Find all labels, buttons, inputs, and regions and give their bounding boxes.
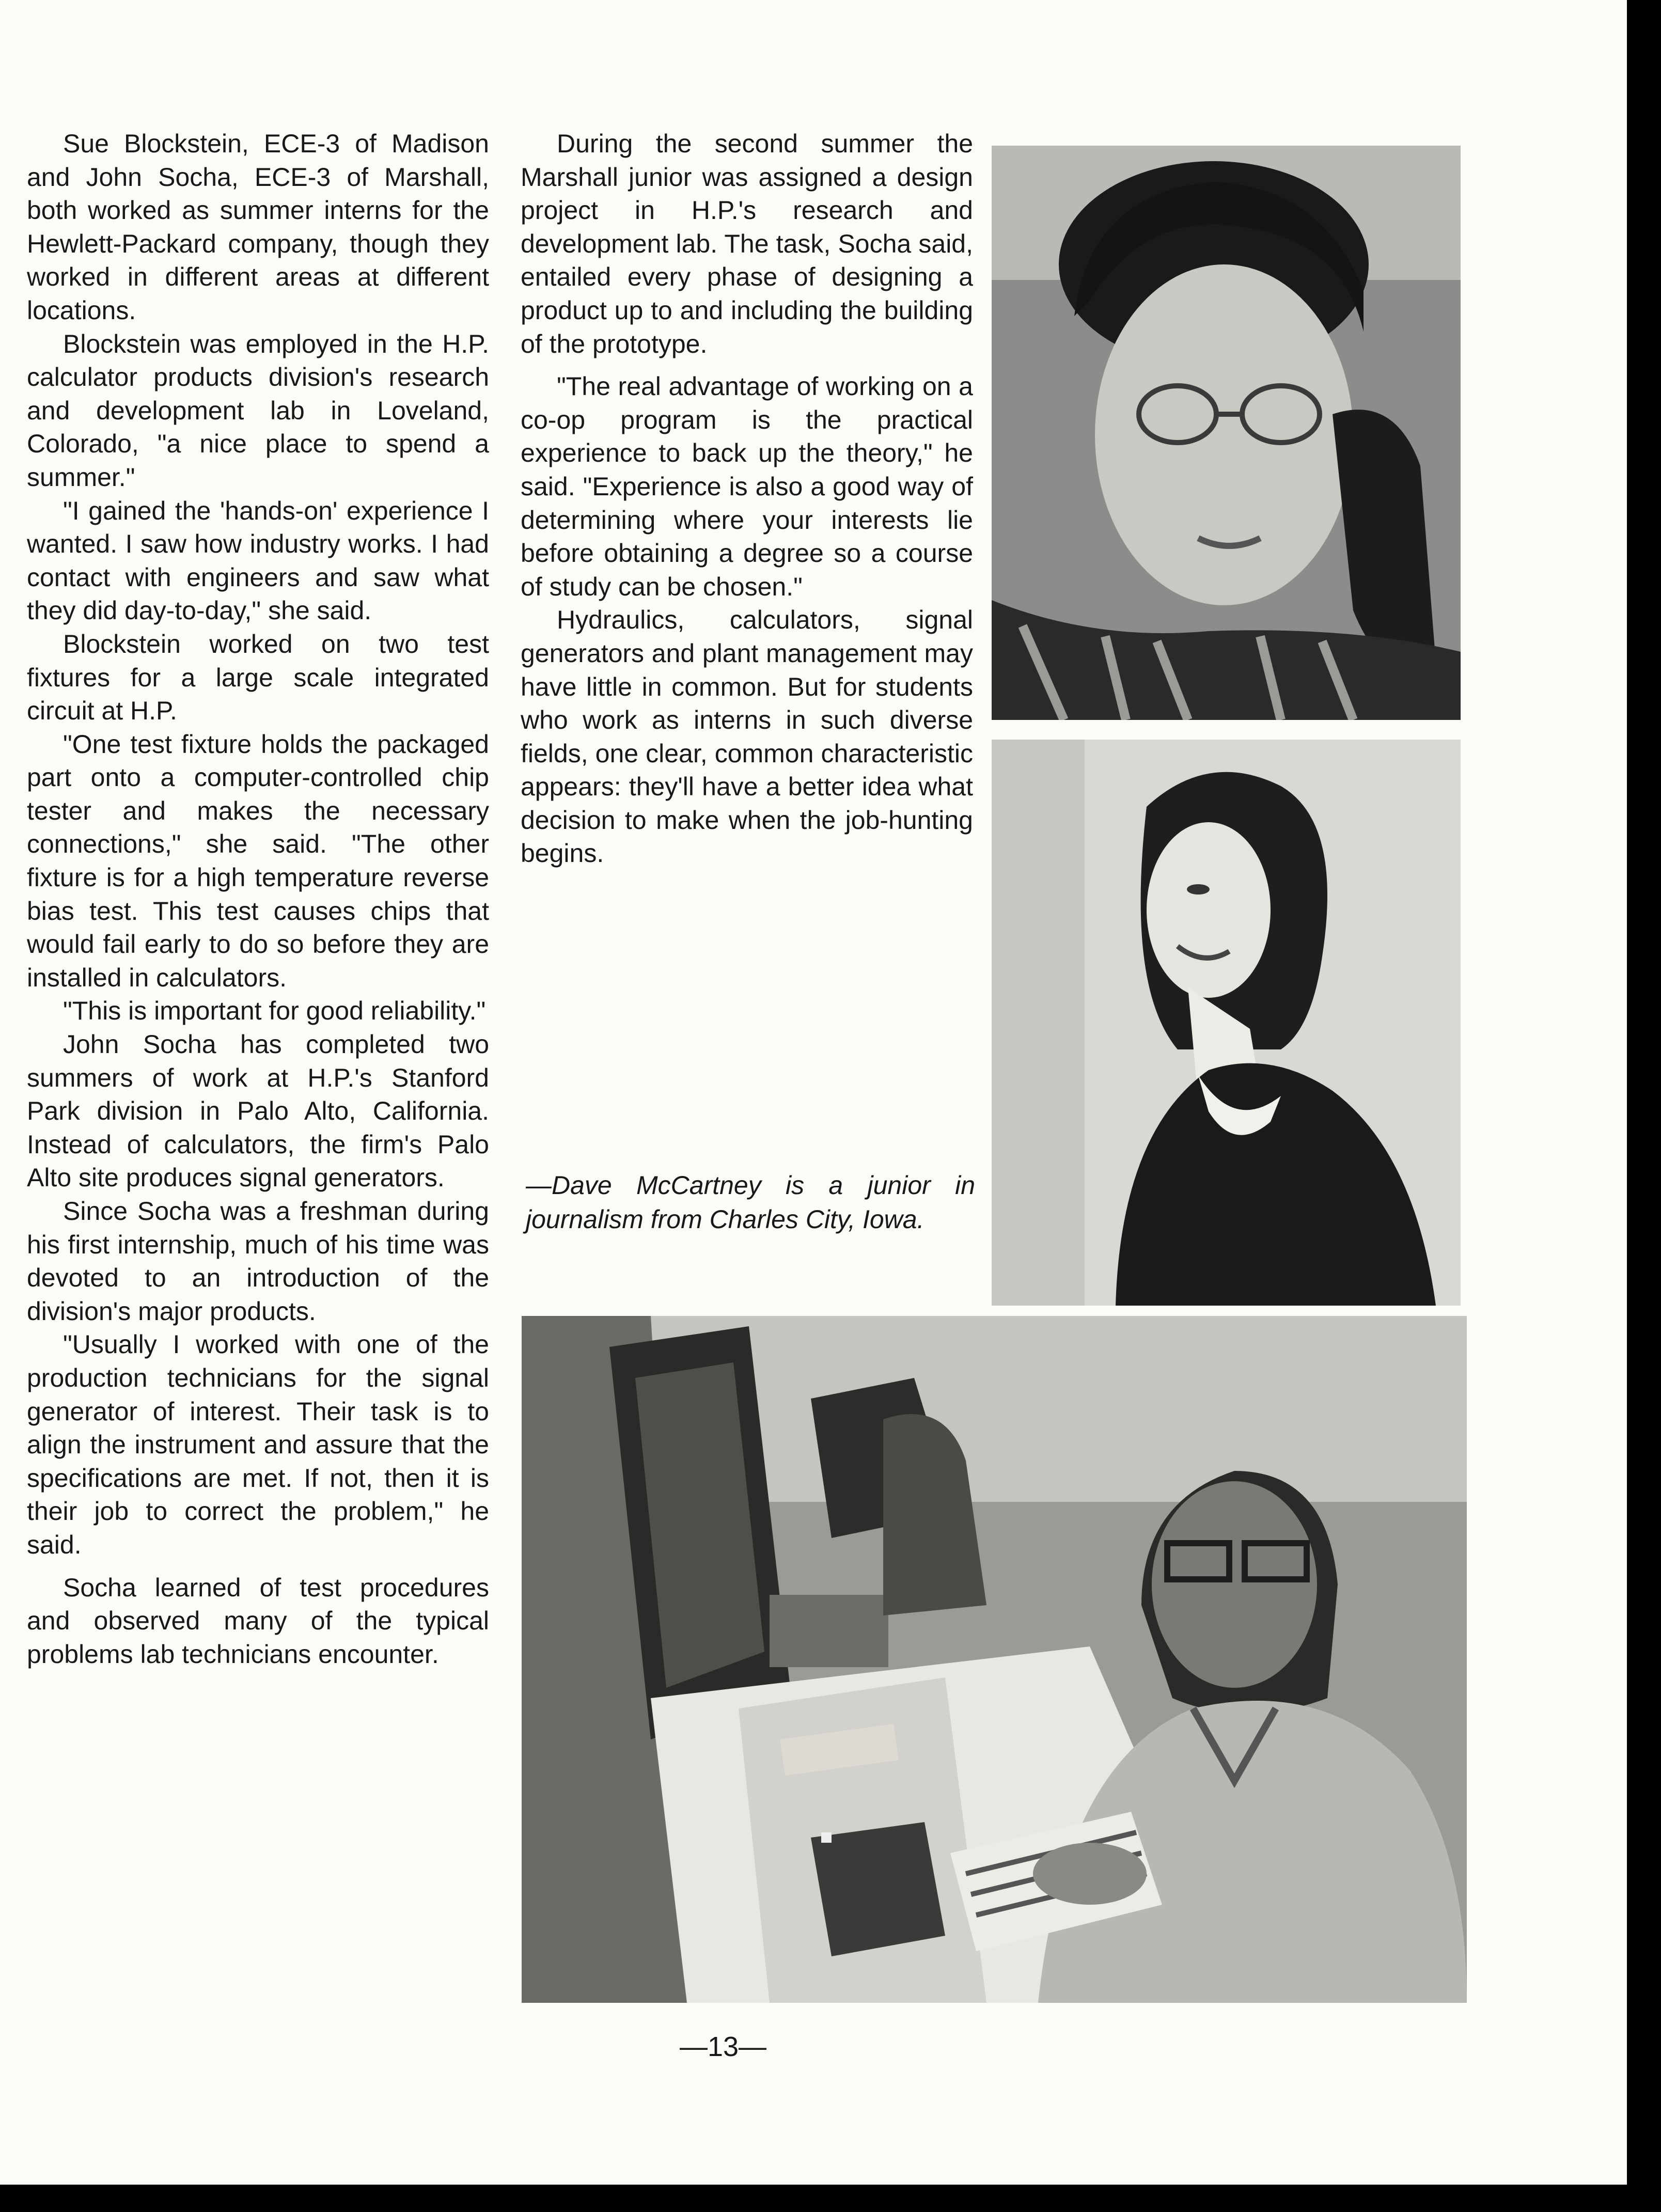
paragraph: "I gained the 'hands-on' experience I wanted. I saw how industry works. I had contact with engineers and saw what they did day-to-day," she said.: [27, 496, 489, 625]
photo-blockstein-smiling: [992, 740, 1461, 1306]
article-middle-column: [521, 127, 973, 870]
author-credit: —Dave McCartney is a junior in journalism from Charles City, Iowa.: [526, 1171, 975, 1234]
photo-man-at-terminal: [522, 1316, 1467, 2003]
scan-edge-right: [1627, 0, 1661, 2212]
paragraph: Hydraulics, calculators, signal generators and plant management may have little in common. But for students who work as interns in such diverse fields, one clear, common characteristic appears: they'll have a better idea what decision to make when the job-hunting begins.: [521, 605, 973, 868]
article-left-column: [27, 127, 489, 1671]
photo-socha-on-phone: [992, 146, 1461, 720]
paragraph: "Usually I worked with one of the production technicians for the signal generator of interest. Their task is to align the instrument and assure that the specifications are met. If not, then it is their job to correct the problem," he said.: [27, 1330, 489, 1559]
paragraph: During the second summer the Marshall junior was assigned a design project in H.P.'s research and development lab. The task, Socha said, entailed every phase of designing a product up to and including the building of the prototype.: [521, 129, 973, 358]
paragraph: Blockstein worked on two test fixtures for a large scale integrated circuit at H.P.: [27, 629, 489, 726]
paragraph: Sue Blockstein, ECE-3 of Madison and John Socha, ECE-3 of Marshall, both worked as summer interns for the Hewlett-Packard company, though they worked in different areas at different locations.: [27, 129, 489, 325]
paragraph: Socha learned of test procedures and observed many of the typical problems lab technicians encounter.: [27, 1573, 489, 1669]
paragraph: John Socha has completed two summers of work at H.P.'s Stanford Park division in Palo Alto, California. Instead of calculators, the firm's Palo Alto site produces signal generators.: [27, 1030, 489, 1193]
page-number: —13—: [679, 2031, 767, 2062]
paragraph: Since Socha was a freshman during his first internship, much of his time was devoted to an introduction of the division's major products.: [27, 1197, 489, 1326]
paragraph: "One test fixture holds the packaged part onto a computer-controlled chip tester and makes the necessary connections," she said. "The other fixture is for a high temperature reverse bias test. This test causes chips that would fail early to do so before they are installed in calculators.: [27, 729, 489, 992]
paragraph: Blockstein was employed in the H.P. calculator products division's research and development lab in Loveland, Colorado, "a nice place to spend a summer.": [27, 329, 489, 492]
paragraph: "This is important for good reliability.": [63, 996, 486, 1026]
scan-edge-bottom: [0, 2185, 1661, 2212]
paragraph: "The real advantage of working on a co-op program is the practical experience to back up the theory," he said. "Experience is also a good way of determining where your interests lie before obtaining a degree so a course of study can be chosen.": [521, 372, 973, 601]
